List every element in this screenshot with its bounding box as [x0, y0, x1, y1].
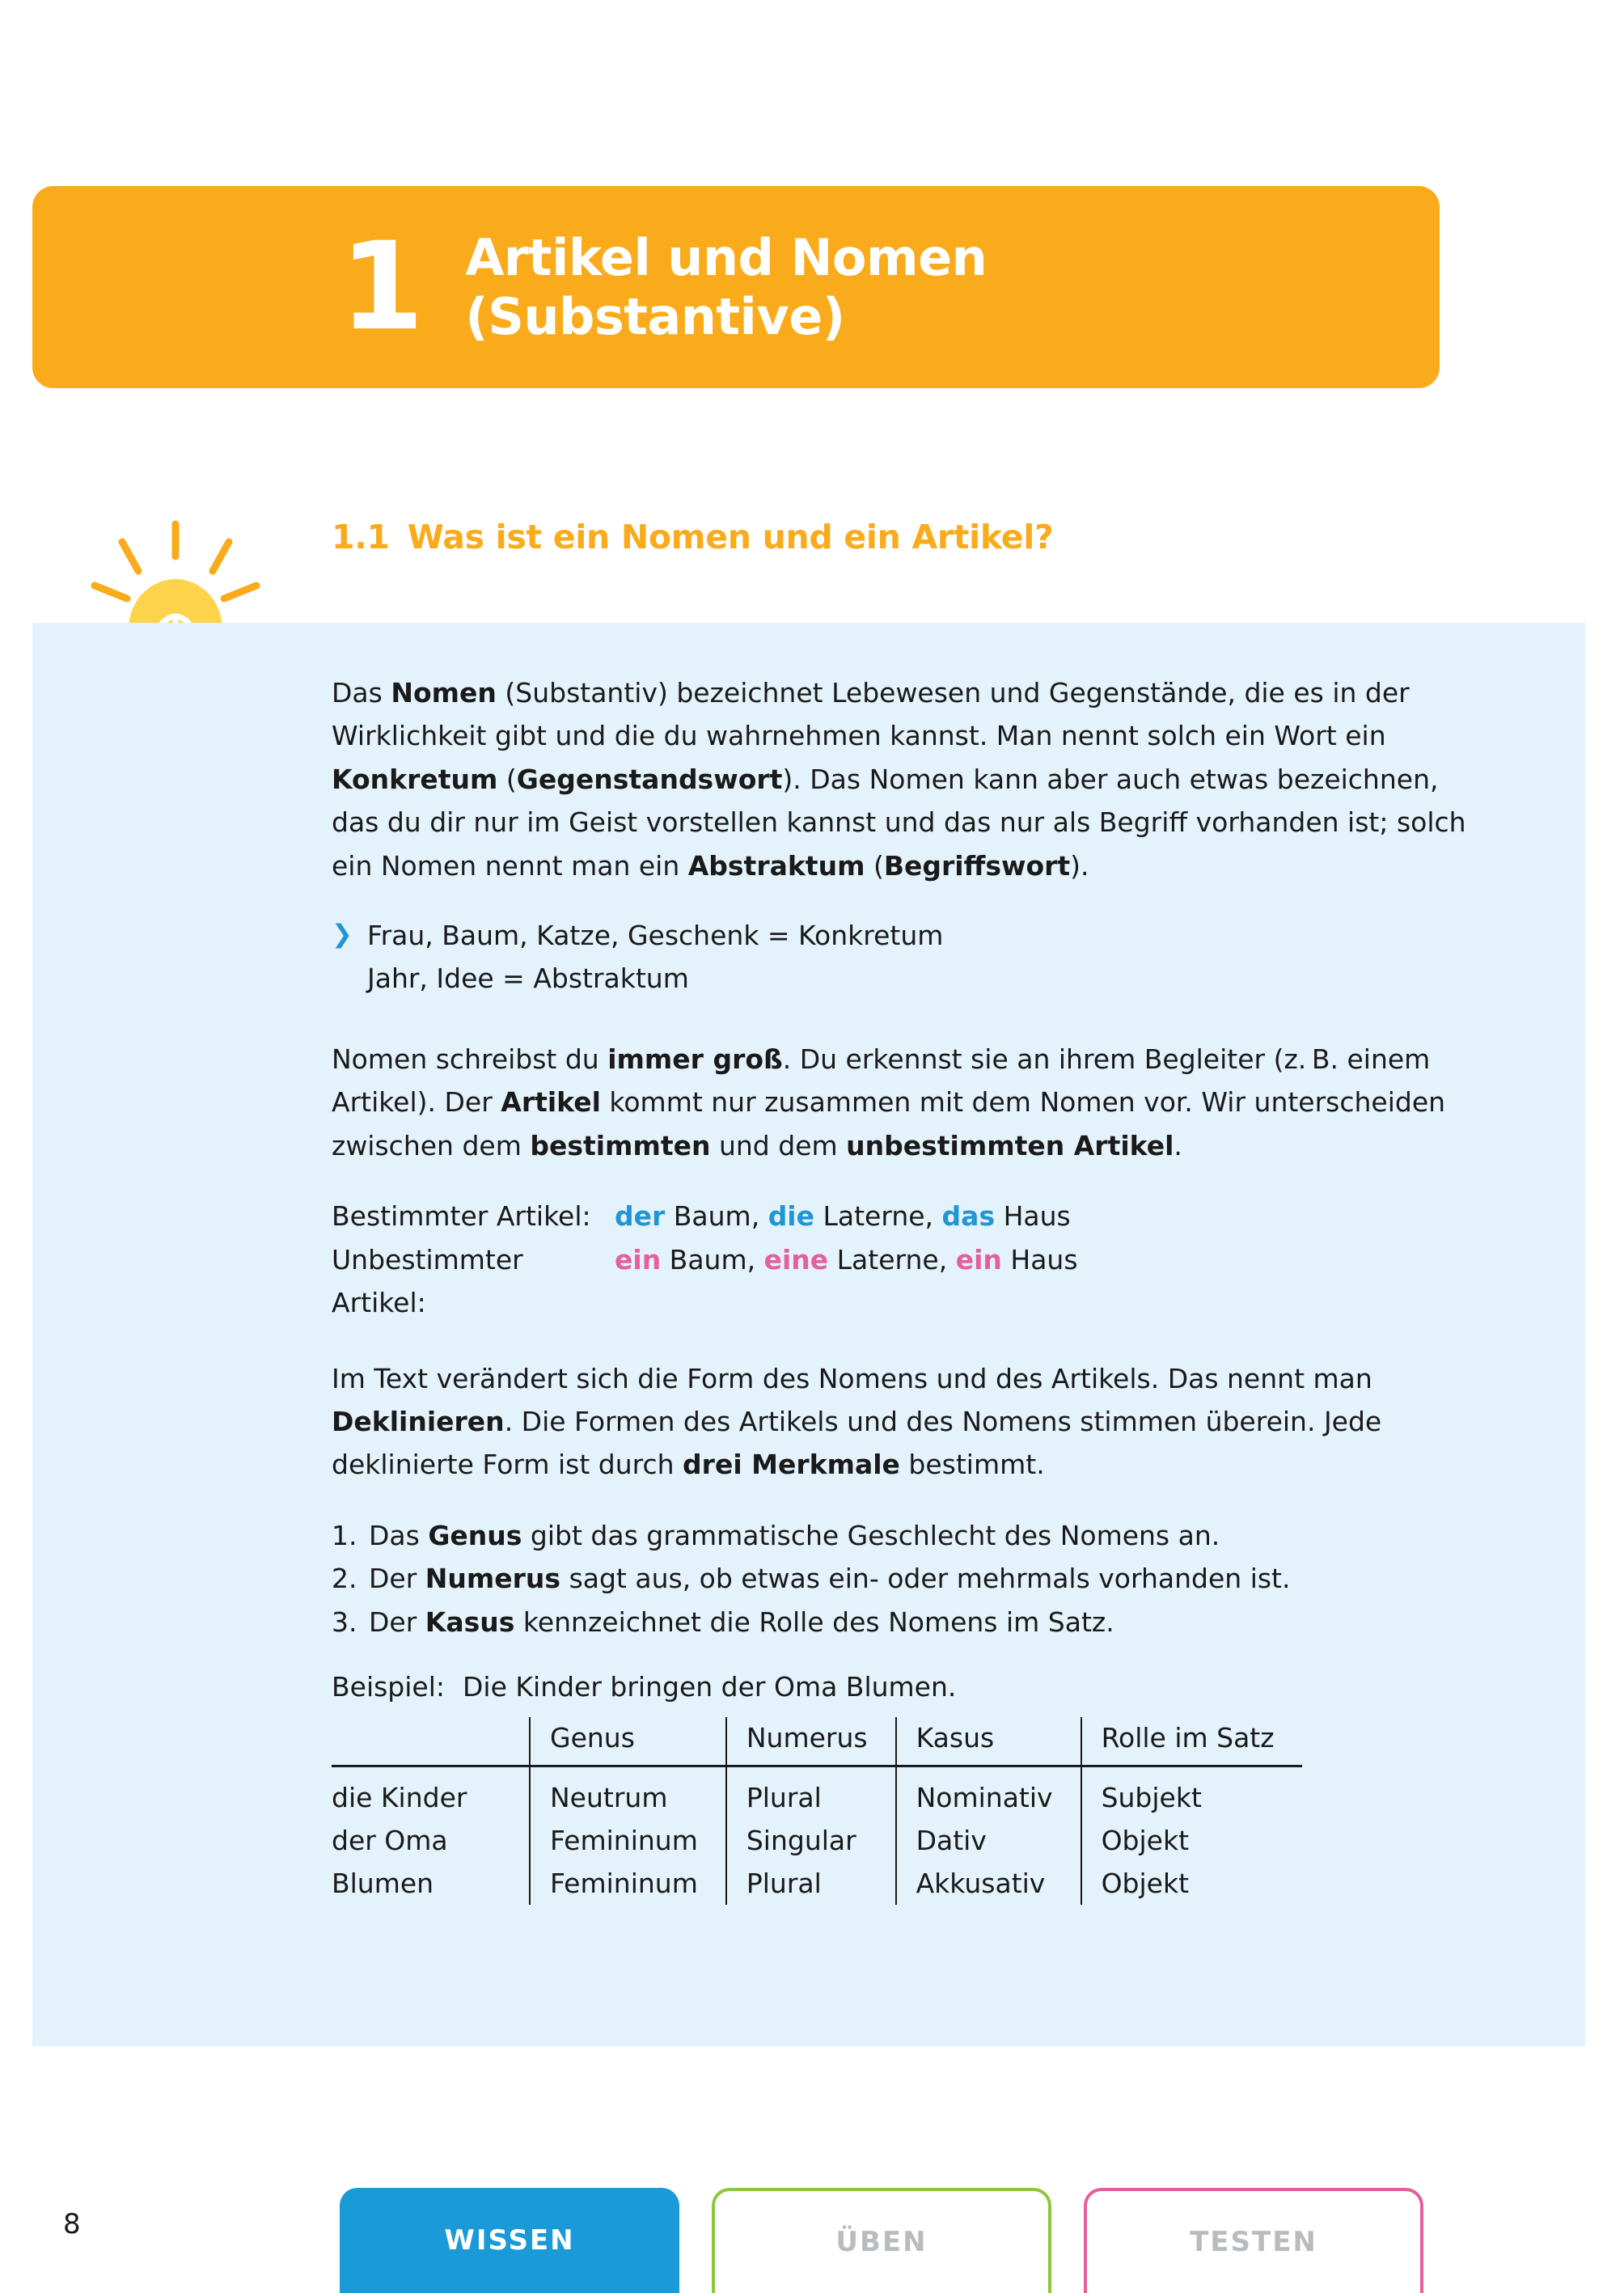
list-text: Der Numerus sagt aus, ob etwas ein- oder mehrmals vorhanden ist.	[369, 1563, 1291, 1595]
table-header-cell: Genus	[530, 1717, 726, 1766]
section-number: 1.1	[332, 518, 390, 556]
list-item	[332, 1514, 1480, 1557]
chapter-title-line1: Artikel und Nomen	[465, 227, 988, 287]
indefinite-article-row	[332, 1238, 1480, 1325]
definite-article-examples: der Baum, die Laterne, das Haus	[615, 1200, 1071, 1233]
table-cell: Objekt	[1081, 1819, 1302, 1862]
table-cell: Subjekt	[1081, 1766, 1302, 1820]
tab-wissen[interactable]: WISSEN	[340, 2188, 679, 2293]
table-cell: Dativ	[896, 1819, 1081, 1862]
table-row	[332, 1862, 1302, 1905]
table-cell: Plural	[726, 1766, 896, 1820]
table-cell: Femininum	[530, 1862, 726, 1905]
table-cell: Objekt	[1081, 1862, 1302, 1905]
arrow-bullet-icon: ❯	[332, 920, 353, 950]
table-cell: der Oma	[332, 1825, 448, 1857]
table-header-cell: Rolle im Satz	[1081, 1717, 1302, 1766]
table-cell: Neutrum	[530, 1766, 726, 1820]
paragraph-deklination: Im Text verändert sich die Form des Nomens und des Artikels. Das nennt man Deklinieren. Die Formen des Artikels und des Nomens stimmen überein. Jede deklinierte Form ist durch drei Merkmale bestimmt.	[332, 1362, 1382, 1481]
chapter-title	[465, 228, 987, 346]
definite-article-label: Bestimmter Artikel:	[332, 1200, 591, 1233]
knowledge-panel	[32, 623, 1585, 2046]
list-marker: 3.	[332, 1606, 357, 1638]
section-heading	[332, 518, 1054, 556]
beispiel-label: Beispiel:	[332, 1671, 446, 1703]
example-line-1: Frau, Baum, Katze, Geschenk = Konkretum	[366, 920, 944, 952]
table-cell: Akkusativ	[896, 1862, 1081, 1905]
table-cell: Plural	[726, 1862, 896, 1905]
artikel-examples	[332, 1195, 1480, 1324]
merkmale-list	[332, 1514, 1480, 1644]
tab-testen[interactable]: TESTEN	[1084, 2188, 1423, 2293]
table-cell: Singular	[726, 1819, 896, 1862]
paragraph-nomen-definition: Das Nomen (Substantiv) bezeichnet Lebewesen und Gegenstände, die es in der Wirklichkeit gibt und die du wahrnehmen kannst. Man nennt solch ein Wort ein Konkretum (Gegenstandswort). Das Nomen kann aber auch etwas bezeichnen, das du dir nur im Geist vorstellen kannst und das nur als Begriff vorhanden ist; solch ein Nomen nennt man ein Abstraktum (Begriffswort).	[332, 677, 1466, 882]
beispiel-sentence	[332, 1671, 1480, 1703]
list-item	[332, 1557, 1480, 1600]
example-line-2: Jahr, Idee = Abstraktum	[366, 962, 689, 995]
example-konkretum-abstraktum	[332, 915, 1480, 1001]
list-item	[332, 1601, 1480, 1644]
chapter-header-bar	[32, 186, 1440, 388]
chapter-number: 1	[340, 217, 421, 357]
tab-ueben[interactable]: ÜBEN	[712, 2188, 1051, 2293]
panel-content	[332, 671, 1480, 1905]
section-title: Was ist ein Nomen und ein Artikel?	[407, 518, 1054, 556]
list-marker: 1.	[332, 1519, 357, 1551]
paragraph-artikel-definition: Nomen schreibst du immer groß. Du erkennst sie an ihrem Begleiter (z. B. einem Artikel). Der Artikel kommt nur zusammen mit dem Nomen vor. Wir unterscheiden zwischen dem bestimmten und dem unbestimmten Artikel.	[332, 1043, 1446, 1161]
example-lines	[367, 915, 943, 1001]
indefinite-article-examples: ein Baum, eine Laterne, ein Haus	[615, 1243, 1078, 1276]
table-header-cell: Numerus	[726, 1717, 896, 1766]
table-cell: Blumen	[332, 1868, 434, 1900]
indefinite-article-label: Unbestimmter Artikel:	[332, 1243, 523, 1319]
definite-article-row	[332, 1195, 1480, 1237]
table-row	[332, 1819, 1302, 1862]
table-cell: Femininum	[530, 1819, 726, 1862]
page-number: 8	[63, 2208, 81, 2240]
declension-table	[332, 1717, 1302, 1905]
table-row	[332, 1766, 1302, 1820]
table-header-cell: Kasus	[896, 1717, 1081, 1766]
table-cell: Nominativ	[896, 1766, 1081, 1820]
list-text: Das Genus gibt das grammatische Geschlecht des Nomens an.	[369, 1519, 1220, 1551]
chapter-title-line2: (Substantive)	[465, 287, 845, 346]
list-marker: 2.	[332, 1563, 357, 1595]
table-header-cell	[332, 1717, 530, 1766]
list-text: Der Kasus kennzeichnet die Rolle des Nomens im Satz.	[369, 1606, 1114, 1638]
table-cell: die Kinder	[332, 1782, 467, 1814]
table-header-row	[332, 1717, 1302, 1766]
footer-tabs	[340, 2188, 1423, 2293]
beispiel-text: Die Kinder bringen der Oma Blumen.	[463, 1671, 957, 1703]
